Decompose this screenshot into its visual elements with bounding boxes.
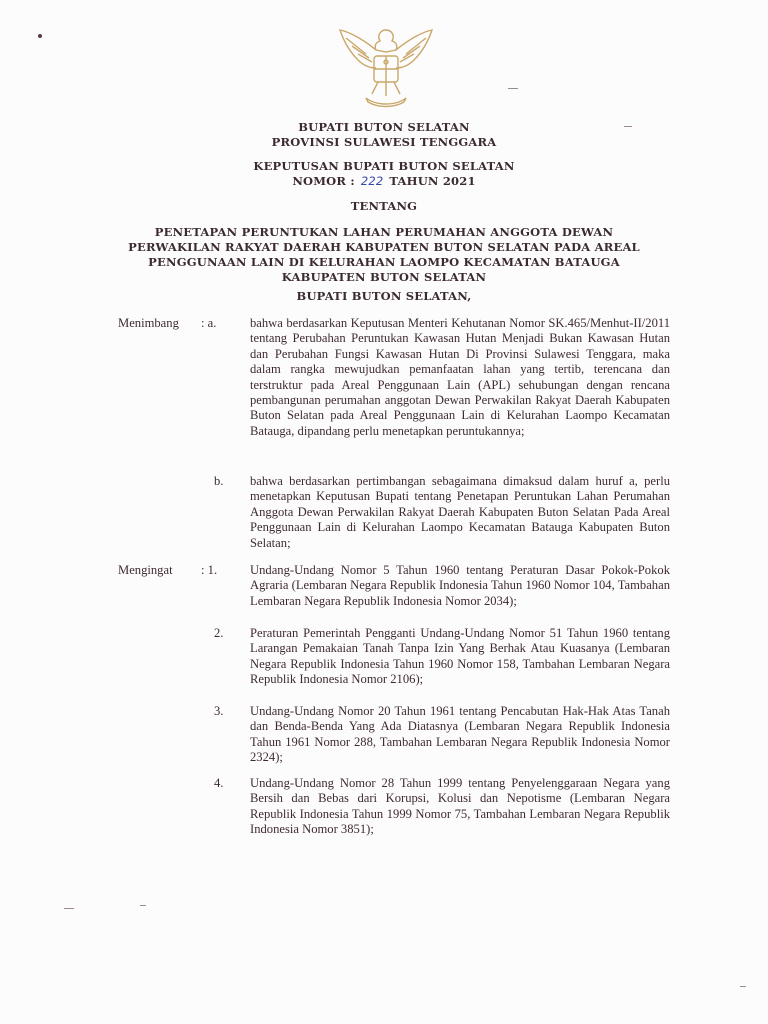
decree-number bbox=[0, 174, 768, 189]
mengingat-item-4: Undang-Undang Nomor 28 Tahun 1999 tentang Penyelenggaraan Negara yang Bersih dan Bebas dari Korupsi, Kolusi dan Nepotisme (Lembaran Negara Republik Indonesia Tahun 1999 Nomor 75, Tambahan Lembaran Negara Republik Indonesia Nomor 3851); bbox=[250, 776, 670, 837]
mengingat-mark-3: 3. bbox=[214, 704, 224, 718]
menimbang-label: Menimbang bbox=[118, 316, 179, 330]
scan-speck bbox=[508, 88, 518, 89]
mengingat-label: Mengingat bbox=[118, 563, 173, 577]
menimbang-item-a: bahwa berdasarkan Keputusan Menteri Kehutanan Nomor SK.465/Menhut-II/2011 tentang Perubahan Peruntukan Kawasan Hutan Menjadi Bukan Kawasan Hutan dan Perubahan Fungsi Kawasan Hutan Di Provinsi Sulawesi Tenggara, maka dalam rangka mewujudkan pemanfaatan lahan yang tertib, terencana dan terstruktur pada Areal Penggunaan Lain (APL) sehubungan dengan rencana pembangunan perumahan anggotan Dewan Perwakilan Rakyat Daerah Kabupaten Buton Selatan pada Areal Penggunaan Lain di Kelurahan Laompo Kecamatan Batauga, dipandang perlu menetapkan peruntukannya; bbox=[250, 316, 670, 438]
mengingat-item-1: Undang-Undang Nomor 5 Tahun 1960 tentang Peraturan Dasar Pokok-Pokok Agraria (Lembaran Negara Republik Indonesia Tahun 1960 Nomor 104, Tambahan Lembaran Negara Republik Indonesia Nomor 2034); bbox=[250, 563, 670, 608]
mengingat-mark-4: 4. bbox=[214, 776, 224, 790]
garuda-emblem-icon bbox=[336, 22, 436, 112]
decree-title: KEPUTUSAN BUPATI BUTON SELATAN bbox=[253, 159, 515, 173]
subject-line: KABUPATEN BUTON SELATAN bbox=[281, 270, 487, 284]
document-header bbox=[0, 120, 768, 150]
scan-speck bbox=[64, 908, 74, 909]
mengingat-item-3: Undang-Undang Nomor 20 Tahun 1961 tentang Pencabutan Hak-Hak Atas Tanah dan Benda-Benda Yang Ada Diatasnya (Lembaran Negara Republik Indonesia Tahun 1961 Nomor 288, Tambahan Lembaran Negara Republik Indonesia Nomor 2324); bbox=[250, 704, 670, 765]
menimbang-item-b: bahwa berdasarkan pertimbangan sebagaimana dimaksud dalam huruf a, perlu menetapkan Keputusan Bupati tentang Penetapan Peruntukan Lahan Perumahan Anggota Dewan Perwakilan Rakyat Daerah Kabupaten Buton Selatan Pada Areal Penggunaan Lain di Kelurahan Laompo Kecamatan Batauga Kabupaten Buton Selatan; bbox=[250, 474, 670, 550]
scan-speck bbox=[140, 905, 146, 906]
mengingat-item-2: Peraturan Pemerintah Pengganti Undang-Undang Nomor 51 Tahun 1960 tentang Larangan Pemakaian Tanah Tanpa Izin Yang Berhak Atau Kuasanya (Lembaran Negara Republik Indonesia Tahun 1960 Nomor 158, Tambahan Lembaran Negara Republik Indonesia Nomor 2106); bbox=[250, 626, 670, 687]
scan-speck bbox=[38, 34, 42, 38]
issuer-heading bbox=[0, 289, 768, 304]
menimbang-mark-b: b. bbox=[214, 474, 224, 488]
nomor-value: 222 bbox=[360, 174, 384, 188]
decree-heading bbox=[0, 159, 768, 189]
subject-line: PENETAPAN PERUNTUKAN LAHAN PERUMAHAN ANGGOTA DEWAN bbox=[154, 225, 614, 239]
subject-block bbox=[0, 225, 768, 285]
subject-line: PERWAKILAN RAKYAT DAERAH KABUPATEN BUTON SELATAN PADA AREAL bbox=[128, 240, 640, 254]
mengingat-mark-2: 2. bbox=[214, 626, 224, 640]
province-title: PROVINSI SULAWESI TENGGARA bbox=[271, 135, 497, 149]
tentang-label bbox=[0, 199, 768, 214]
nomor-prefix: NOMOR : bbox=[292, 174, 355, 188]
tentang-text: TENTANG bbox=[350, 199, 418, 213]
mengingat-mark-1: : 1. bbox=[201, 563, 218, 577]
menimbang-mark-a: : a. bbox=[201, 316, 217, 330]
nomor-suffix: TAHUN 2021 bbox=[389, 174, 476, 188]
issuer-text: BUPATI BUTON SELATAN, bbox=[296, 289, 472, 303]
scan-speck bbox=[740, 986, 746, 987]
subject-line: PENGGUNAAN LAIN DI KELURAHAN LAOMPO KECAMATAN BATAUGA bbox=[148, 255, 620, 269]
official-title: BUPATI BUTON SELATAN bbox=[298, 120, 470, 134]
